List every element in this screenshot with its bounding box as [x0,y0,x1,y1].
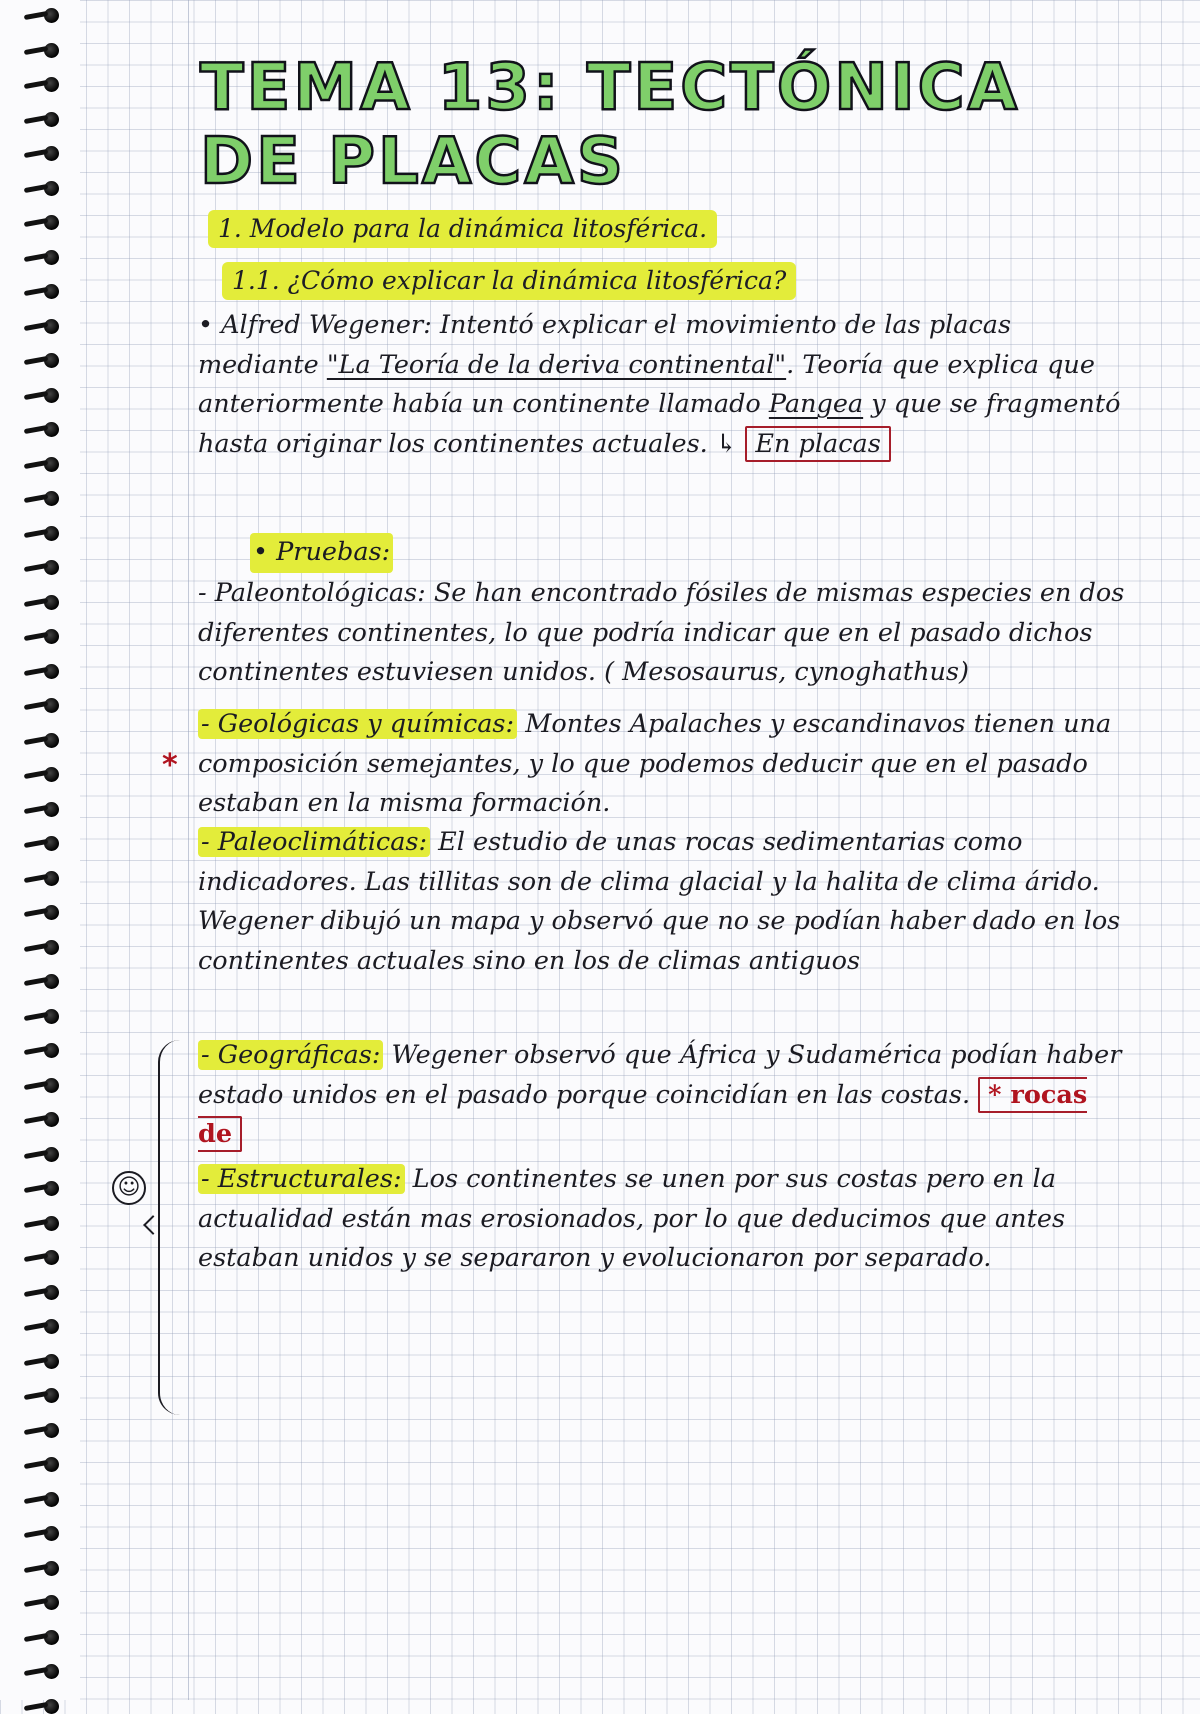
wegener-text-2: . Teoría que explica que anteriormente había un continente llamado [198,349,1095,419]
title-line-1: TEMA 13: TECTÓNICA [200,51,1021,125]
paleoclimaticas-text: El estudio de unas rocas sedimentarias como indicadores. Las tillitas son de clima glacial y la halita de clima árido. Wegener dibujó un mapa y observó que no se podían haber dado en los continentes actuales sino en los de climas antiguos [198,827,1121,976]
pangea-word: Pangea [768,389,864,419]
binding-hole [44,560,59,575]
arrow-icon: ↳ [707,428,738,459]
binding-hole [44,388,59,403]
estructurales-label: - Estructurales: [198,1164,405,1194]
binding-hole [44,1423,59,1438]
binding-hole [44,1250,59,1265]
margin-line [188,0,189,1700]
binding-hole [44,353,59,368]
binding-hole [44,1699,59,1714]
binding-hole [44,1147,59,1162]
asterisk-icon: * [162,748,178,783]
binding-hole [44,1112,59,1127]
curly-brace-icon [158,1040,188,1415]
binding-hole [44,629,59,644]
binding-hole [44,1457,59,1472]
pruebas-heading: • Pruebas: [250,533,393,573]
binding-hole [44,77,59,92]
binding-hole [44,250,59,265]
wegener-label: • Alfred Wegener: [198,310,432,340]
title-line-2: DE PLACAS [200,125,626,199]
binding-hole [44,1009,59,1024]
paleontologicas-text: Se han encontrado fósiles de mismas especies en dos diferentes continentes, lo que podría indicar que en el pasado dichos continentes estuviesen unidos. ( Mesosaurus, cynoghathus) [198,578,1125,687]
binding-hole [44,112,59,127]
binding-hole [44,1319,59,1334]
geologicas-label: - Geológicas y químicas: [198,709,517,739]
binding-hole [44,1630,59,1645]
binding-hole [44,422,59,437]
binding-hole [44,1285,59,1300]
binding-hole [44,1181,59,1196]
geograficas-paragraph [198,1036,1128,1155]
binding-hole [44,698,59,713]
binding-hole [44,595,59,610]
theory-name: "La Teoría de la deriva continental" [326,349,787,380]
smiley-face-icon: ☺ [112,1171,146,1205]
wegener-paragraph [198,306,1128,464]
binding-hole [44,940,59,955]
binding-hole [44,1492,59,1507]
geologicas-text: Montes Apalaches y escandinavos tienen una composición semejantes, y lo que podemos deducir que en el pasado estaban en la misma formación. [198,709,1112,818]
binding-hole [44,146,59,161]
binding-hole [44,1664,59,1679]
binding-hole [44,284,59,299]
binding-hole [44,319,59,334]
binding-hole [44,457,59,472]
section-heading: 1. Modelo para la dinámica litosférica. [208,210,717,248]
boxed-note-en-placas: En placas [745,426,890,462]
geograficas-text: Wegener observó que África y Sudamérica podían haber estado unidos en el pasado porque coincidían en las costas. [198,1040,1122,1110]
binding-hole [44,1561,59,1576]
paleoclimaticas-paragraph [198,823,1128,981]
binding-hole [44,1216,59,1231]
wegener-text: Intentó explicar el movimiento de las placas mediante [198,310,1012,380]
binding-hole [44,1388,59,1403]
binding-hole [44,1595,59,1610]
paleoclimaticas-label: - Paleoclimáticas: [198,827,430,857]
binding-hole [44,215,59,230]
binding-hole [44,1078,59,1093]
binding-hole [44,8,59,23]
paleontologicas-label: - Paleontológicas: [198,578,426,608]
paleontologicas-paragraph [198,574,1128,693]
wegener-text-3: y que se fragmentó hasta originar los continentes actuales. [198,389,1121,459]
binding-hole [44,1526,59,1541]
binding-hole [44,905,59,920]
binding-hole [44,526,59,541]
binding-hole [44,767,59,782]
binding-hole [44,871,59,886]
binding-hole [44,43,59,58]
binding-hole [44,836,59,851]
binding-hole [44,802,59,817]
binding-hole [44,491,59,506]
notebook-spiral [0,0,80,1700]
estructurales-text: Los continentes se unen por sus costas pero en la actualidad están mas erosionados, por lo que deducimos que antes estaban unidos y se separaron y evolucionaron por separado. [198,1164,1066,1273]
binding-hole [44,733,59,748]
boxed-note-rocas-text: * rocas de [198,1079,1088,1149]
binding-hole [44,181,59,196]
binding-hole [44,974,59,989]
binding-hole [44,664,59,679]
binding-hole [44,1043,59,1058]
estructurales-paragraph [198,1160,1128,1279]
geograficas-label: - Geográficas: [198,1040,383,1070]
binding-hole [44,1354,59,1369]
subsection-heading: 1.1. ¿Cómo explicar la dinámica litosférica? [222,262,796,300]
geologicas-paragraph [198,705,1128,824]
